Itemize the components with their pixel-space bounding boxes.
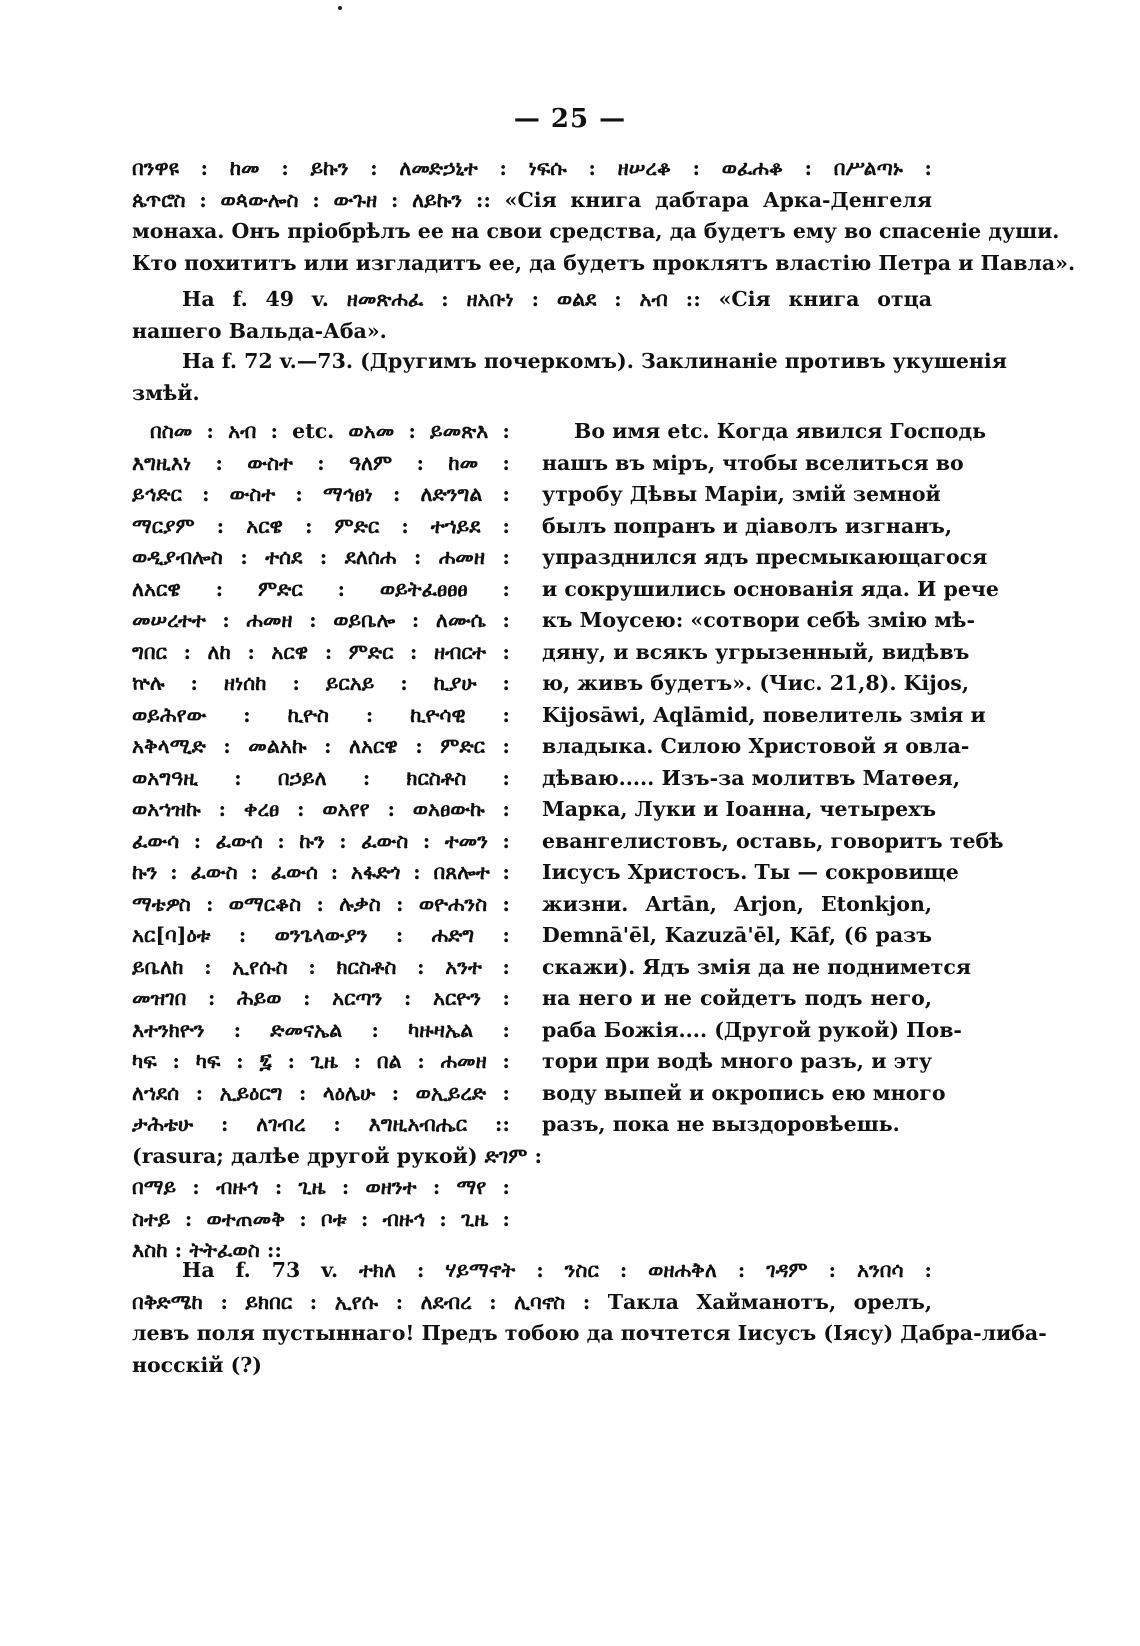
text-line: и сокрушились основанія яда. И рече [542, 576, 999, 601]
text-line: владыка. Силою Христовой я овла- [542, 734, 970, 758]
text-line: тори при водѣ много разъ, и эту [542, 1049, 932, 1073]
text-line: Іисусъ Христосъ. Ты — сокровище [542, 860, 959, 884]
text-line: ማቴዎስ : ወማርቆስ : ሉቃስ : ወዮሐንስ : [132, 891, 510, 916]
text-line: ኩን : ፈውስ : ፈውሰ : አፋድጎ : በጸሎተ : [132, 860, 510, 884]
text-line: дяну, и всякъ угрызенный, видѣвъ [542, 639, 970, 664]
text-line: እተንክዮን : ድመናኤል : ካዙዛኤል : [132, 1017, 510, 1042]
text-line: левъ поля пустыннаго! Предъ тобою да почтется Іисусъ (Іясу) Дабра-либа- [132, 1321, 1047, 1345]
text-line: በስመ : አብ : etc. ወአመ : ይመጽእ : [150, 419, 510, 443]
text-line: ስተይ : ወተጠመቅ : ቦቱ : ብዙኅ : ጊዜ : [132, 1206, 510, 1231]
text-line: нашего Вальда-Аба». [132, 318, 387, 343]
text-line: дѣваю..... Изъ-за молитвъ Матѳея, [542, 765, 960, 790]
text-line: жизни. Artān, Arjon, Etonkjon, [542, 891, 932, 916]
text-line: ጴጥሮስ : ወጳውሎስ : ውጉዘ : ለይኩን :: «Сія книга дабтара Арка-Денгеля [132, 187, 932, 212]
text-line: መሠረተተ : ሐመዘ : ወይቤሎ : ለሙሴ : [132, 608, 510, 632]
text-line: ካፍ : ካፍ : ፯ : ጊዜ : በል : ሐመዘ : [132, 1049, 510, 1073]
text-line: ወአኀዝኩ : ቀረፀ : ወአየየ : ወአፀውኩ : [132, 797, 510, 821]
text-line: እግዚእነ : ውስተ : ዓለም : ከመ : [132, 450, 510, 475]
text-line: монаха. Онъ пріобрѣлъ ее на свои средства, да будетъ ему во спасеніе души. [132, 219, 1060, 243]
text-line: змѣй. [132, 380, 200, 405]
intro-paragraph [132, 153, 1076, 279]
text-line: разъ, пока не выздоровѣешь. [542, 1112, 900, 1136]
text-line: ይኅድር : ውስተ : ማኅፀነ : ለድንግል : [132, 482, 510, 506]
text-line: ወአግዓዚ : በኃይለ : ክርስቶስ : [132, 765, 510, 790]
text-line: Kijosāwi, Aqlāmid, повелитель змія и [542, 702, 986, 727]
text-line: Кто похититъ или изгладитъ ее, да будетъ проклятъ властію Петра и Павла». [132, 250, 1076, 275]
text-line: къ Моусею: «сотвори себѣ змію мѣ- [542, 608, 975, 632]
folio-49-paragraph [132, 284, 932, 347]
text-line: አር[ባ]ዕቱ : ወንጌላውያን : ሐድግ : [132, 923, 510, 947]
text-line: ю, живъ будетъ». (Чис. 21,8). Kijos, [542, 671, 969, 695]
text-line: Марка, Луки и Іоанна, четырехъ [542, 797, 937, 821]
text-line: На f. 72 v.—73. (Другимъ почеркомъ). Заклинаніе противъ укушенія [182, 349, 1007, 373]
text-line: ለአርዌ : ምድር : ወይትፈፀፀፀ : [132, 576, 510, 601]
text-line: На f. 49 v. ዘመጽሐፈ : ዘአቡነ : ወልደ : አብ :: «Сія книга отца [182, 287, 932, 311]
text-line: ግበር : ለከ : አርዌ : ምድር : ዘብርተ : [132, 639, 510, 664]
text-line: упразднился ядъ пресмыкающагося [542, 545, 988, 569]
text-line: ይቤለከ : ኢየሱስ : ክርስቶስ : አንተ : [132, 954, 510, 979]
text-line: (rasura; далѣе другой рукой) ድገም : [132, 1143, 543, 1168]
text-line: ፈውሳ : ፈውሰ : ኩን : ፈውስ : ተመን : [132, 828, 510, 853]
text-line: ኵሉ : ዘነሰከ : ይርአይ : ኪያሁ : [132, 671, 510, 695]
text-line: Во имя etc. Когда явился Господь [574, 419, 987, 443]
text-line: былъ попранъ и діаволъ изгнанъ, [542, 513, 953, 538]
text-line: раба Божія.... (Другой рукой) Пов- [542, 1017, 962, 1042]
text-line: መዝገበ : ሕይወ : አርጣን : አርዮን : [132, 986, 510, 1010]
text-line: ለኀደሰ : ኢይዕርግ : ላዕሌሁ : ወኢይረድ : [132, 1080, 510, 1105]
text-line: ወይሕየው : ኪዮስ : ኪዮሳዊ : [132, 702, 510, 727]
text-line: ታሕቴሁ : ለገብረ : እግዚአብሔር :: [132, 1112, 510, 1136]
page-number: — 25 — [513, 104, 627, 134]
text-line: нашъ въ міръ, чтобы вселиться во [542, 450, 964, 475]
text-line: воду выпей и окропись ею много [542, 1080, 946, 1105]
folio-73-paragraph [132, 1255, 1047, 1381]
text-line: ማርያም : አርዌ : ምድር : ተኀይደ : [132, 513, 510, 538]
text-line: носскій (?) [132, 1352, 262, 1377]
print-speck [338, 6, 342, 10]
text-line: አቅላሚድ : መልአኩ : ለአርዌ : ምድር : [132, 734, 510, 758]
folio-72-paragraph [132, 346, 1007, 409]
text-line: На f. 73 v. ተክለ : ሃይማኖት : ንስር : ወዘሐቅለ : ገዳም : አንበሳ : [182, 1258, 932, 1282]
text-line: евангелистовъ, оставь, говоритъ тебѣ [542, 828, 1004, 853]
text-line: скажи). Ядъ змія да не поднимется [542, 954, 972, 979]
text-line: በማይ : ብዙኅ : ጊዜ : ወዘንተ : ማየ : [132, 1175, 510, 1199]
text-line: እስከ : ትትፈወስ :: [132, 1238, 282, 1262]
geez-text-column [132, 416, 543, 1267]
text-line: ወዲያብሎስ : ተሰደ : ደለሰሐ : ሐመዘ : [132, 545, 510, 569]
text-line: በንዋዩ : ከመ : ይኩን : ለመድኃኒተ : ነፍሱ : ዘሠረቆ : ወፈሐቆ : በሥልጣኑ : [132, 156, 932, 180]
text-line: በቅድሜከ : ይክበር : ኢየሱ : ለደብረ : ሊባኖስ : Такла Хайманотъ, орелъ, [132, 1289, 932, 1314]
russian-translation-column [542, 416, 1004, 1141]
text-line: на него и не сойдетъ подъ него, [542, 986, 932, 1010]
text-line: утробу Дѣвы Маріи, змій земной [542, 482, 941, 506]
text-line: Demnā'ēl, Kazuzā'ēl, Kāf, (6 разъ [542, 923, 932, 947]
